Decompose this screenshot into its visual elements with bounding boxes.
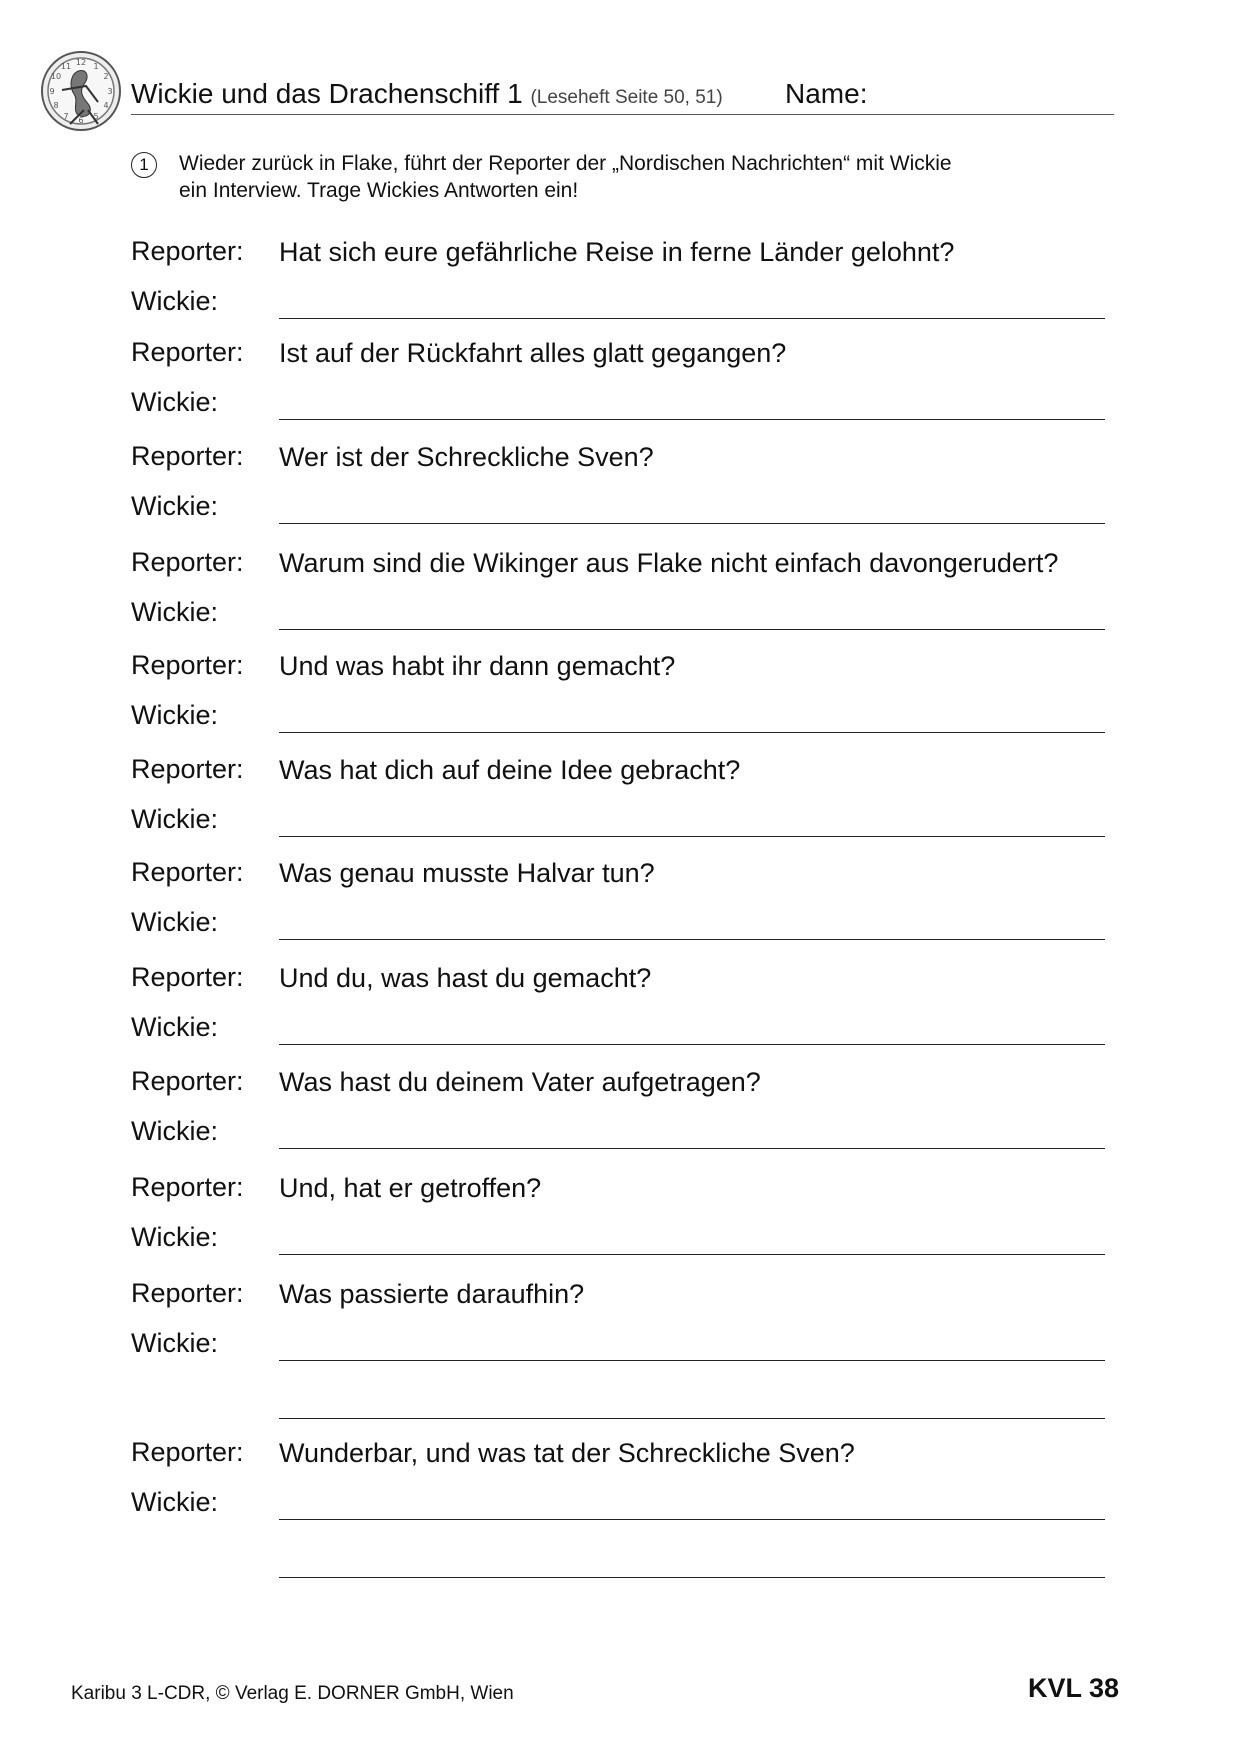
- answer-line[interactable]: [279, 629, 1105, 630]
- reporter-question: Ist auf der Rückfahrt alles glatt gegangen?: [279, 338, 787, 368]
- answer-line[interactable]: [279, 1148, 1105, 1149]
- svg-text:9: 9: [49, 87, 55, 96]
- svg-text:2: 2: [103, 72, 109, 81]
- reporter-question: Was passierte daraufhin?: [279, 1279, 585, 1309]
- wickie-label: Wickie:: [131, 700, 218, 730]
- svg-text:11: 11: [60, 62, 72, 71]
- wickie-label: Wickie:: [131, 804, 218, 834]
- reporter-label: Reporter:: [131, 1278, 244, 1308]
- reporter-question: Wer ist der Schreckliche Sven?: [279, 442, 654, 472]
- svg-text:8: 8: [53, 101, 59, 110]
- answer-line[interactable]: [279, 1254, 1105, 1255]
- wickie-label: Wickie:: [131, 1222, 218, 1252]
- reporter-label: Reporter:: [131, 857, 244, 887]
- wickie-label: Wickie:: [131, 1012, 218, 1042]
- reporter-question: Hat sich eure gefährliche Reise in ferne Länder gelohnt?: [279, 237, 955, 267]
- reporter-label: Reporter:: [131, 337, 244, 367]
- reporter-question: Und, hat er getroffen?: [279, 1173, 542, 1203]
- worksheet-header: [131, 74, 1114, 115]
- reporter-question: Was hat dich auf deine Idee gebracht?: [279, 755, 741, 785]
- svg-text:4: 4: [103, 101, 109, 110]
- svg-text:5: 5: [93, 112, 99, 121]
- task-text: [179, 150, 1079, 204]
- answer-line[interactable]: [279, 1577, 1105, 1578]
- answer-line[interactable]: [279, 523, 1105, 524]
- copyright-text: Karibu 3 L-CDR, © Verlag E. DORNER GmbH, Wien: [71, 1683, 514, 1704]
- answer-line[interactable]: [279, 1360, 1105, 1361]
- svg-text:6: 6: [78, 116, 84, 125]
- reporter-question: Warum sind die Wikinger aus Flake nicht einfach davongerudert?: [279, 548, 1059, 578]
- reporter-question: Und was habt ihr dann gemacht?: [279, 651, 676, 681]
- reporter-question: Und du, was hast du gemacht?: [279, 963, 652, 993]
- reporter-question: Was genau musste Halvar tun?: [279, 858, 655, 888]
- answer-line[interactable]: [279, 836, 1105, 837]
- worksheet-code: KVL 38: [1028, 1673, 1120, 1703]
- svg-text:7: 7: [63, 112, 69, 121]
- answer-line[interactable]: [279, 732, 1105, 733]
- answer-line[interactable]: [279, 419, 1105, 420]
- reporter-label: Reporter:: [131, 236, 244, 266]
- reporter-question: Wunderbar, und was tat der Schreckliche Sven?: [279, 1438, 855, 1468]
- svg-text:1: 1: [93, 62, 99, 71]
- reporter-question: Was hast du deinem Vater aufgetragen?: [279, 1067, 761, 1097]
- reporter-label: Reporter:: [131, 547, 244, 577]
- svg-text:12: 12: [75, 58, 87, 67]
- wickie-label: Wickie:: [131, 907, 218, 937]
- name-label: Name:: [785, 78, 868, 109]
- title-text: Wickie und das Drachenschiff 1: [131, 78, 523, 109]
- wickie-label: Wickie:: [131, 286, 218, 316]
- wickie-label: Wickie:: [131, 1487, 218, 1517]
- reporter-label: Reporter:: [131, 1066, 244, 1096]
- svg-text:3: 3: [107, 87, 113, 96]
- clock-logo-icon: [40, 50, 122, 132]
- wickie-label: Wickie:: [131, 1116, 218, 1146]
- answer-line[interactable]: [279, 1044, 1105, 1045]
- task-text-line: Wieder zurück in Flake, führt der Reporter der „Nordischen Nachrichten“ mit Wickie: [179, 152, 952, 175]
- subtitle-text: (Leseheft Seite 50, 51): [530, 87, 723, 108]
- answer-line[interactable]: [279, 1418, 1105, 1419]
- reporter-label: Reporter:: [131, 1172, 244, 1202]
- answer-line[interactable]: [279, 939, 1105, 940]
- reporter-label: Reporter:: [131, 650, 244, 680]
- wickie-label: Wickie:: [131, 1328, 218, 1358]
- answer-line[interactable]: [279, 1519, 1105, 1520]
- svg-text:10: 10: [50, 72, 62, 81]
- task-number-badge: 1: [131, 152, 157, 178]
- wickie-label: Wickie:: [131, 491, 218, 521]
- reporter-label: Reporter:: [131, 754, 244, 784]
- reporter-label: Reporter:: [131, 962, 244, 992]
- wickie-label: Wickie:: [131, 597, 218, 627]
- worksheet-title: [131, 78, 723, 110]
- reporter-label: Reporter:: [131, 1437, 244, 1467]
- answer-line[interactable]: [279, 318, 1105, 319]
- task-text-line: ein Interview. Trage Wickies Antworten ein!: [179, 179, 579, 202]
- wickie-label: Wickie:: [131, 387, 218, 417]
- reporter-label: Reporter:: [131, 441, 244, 471]
